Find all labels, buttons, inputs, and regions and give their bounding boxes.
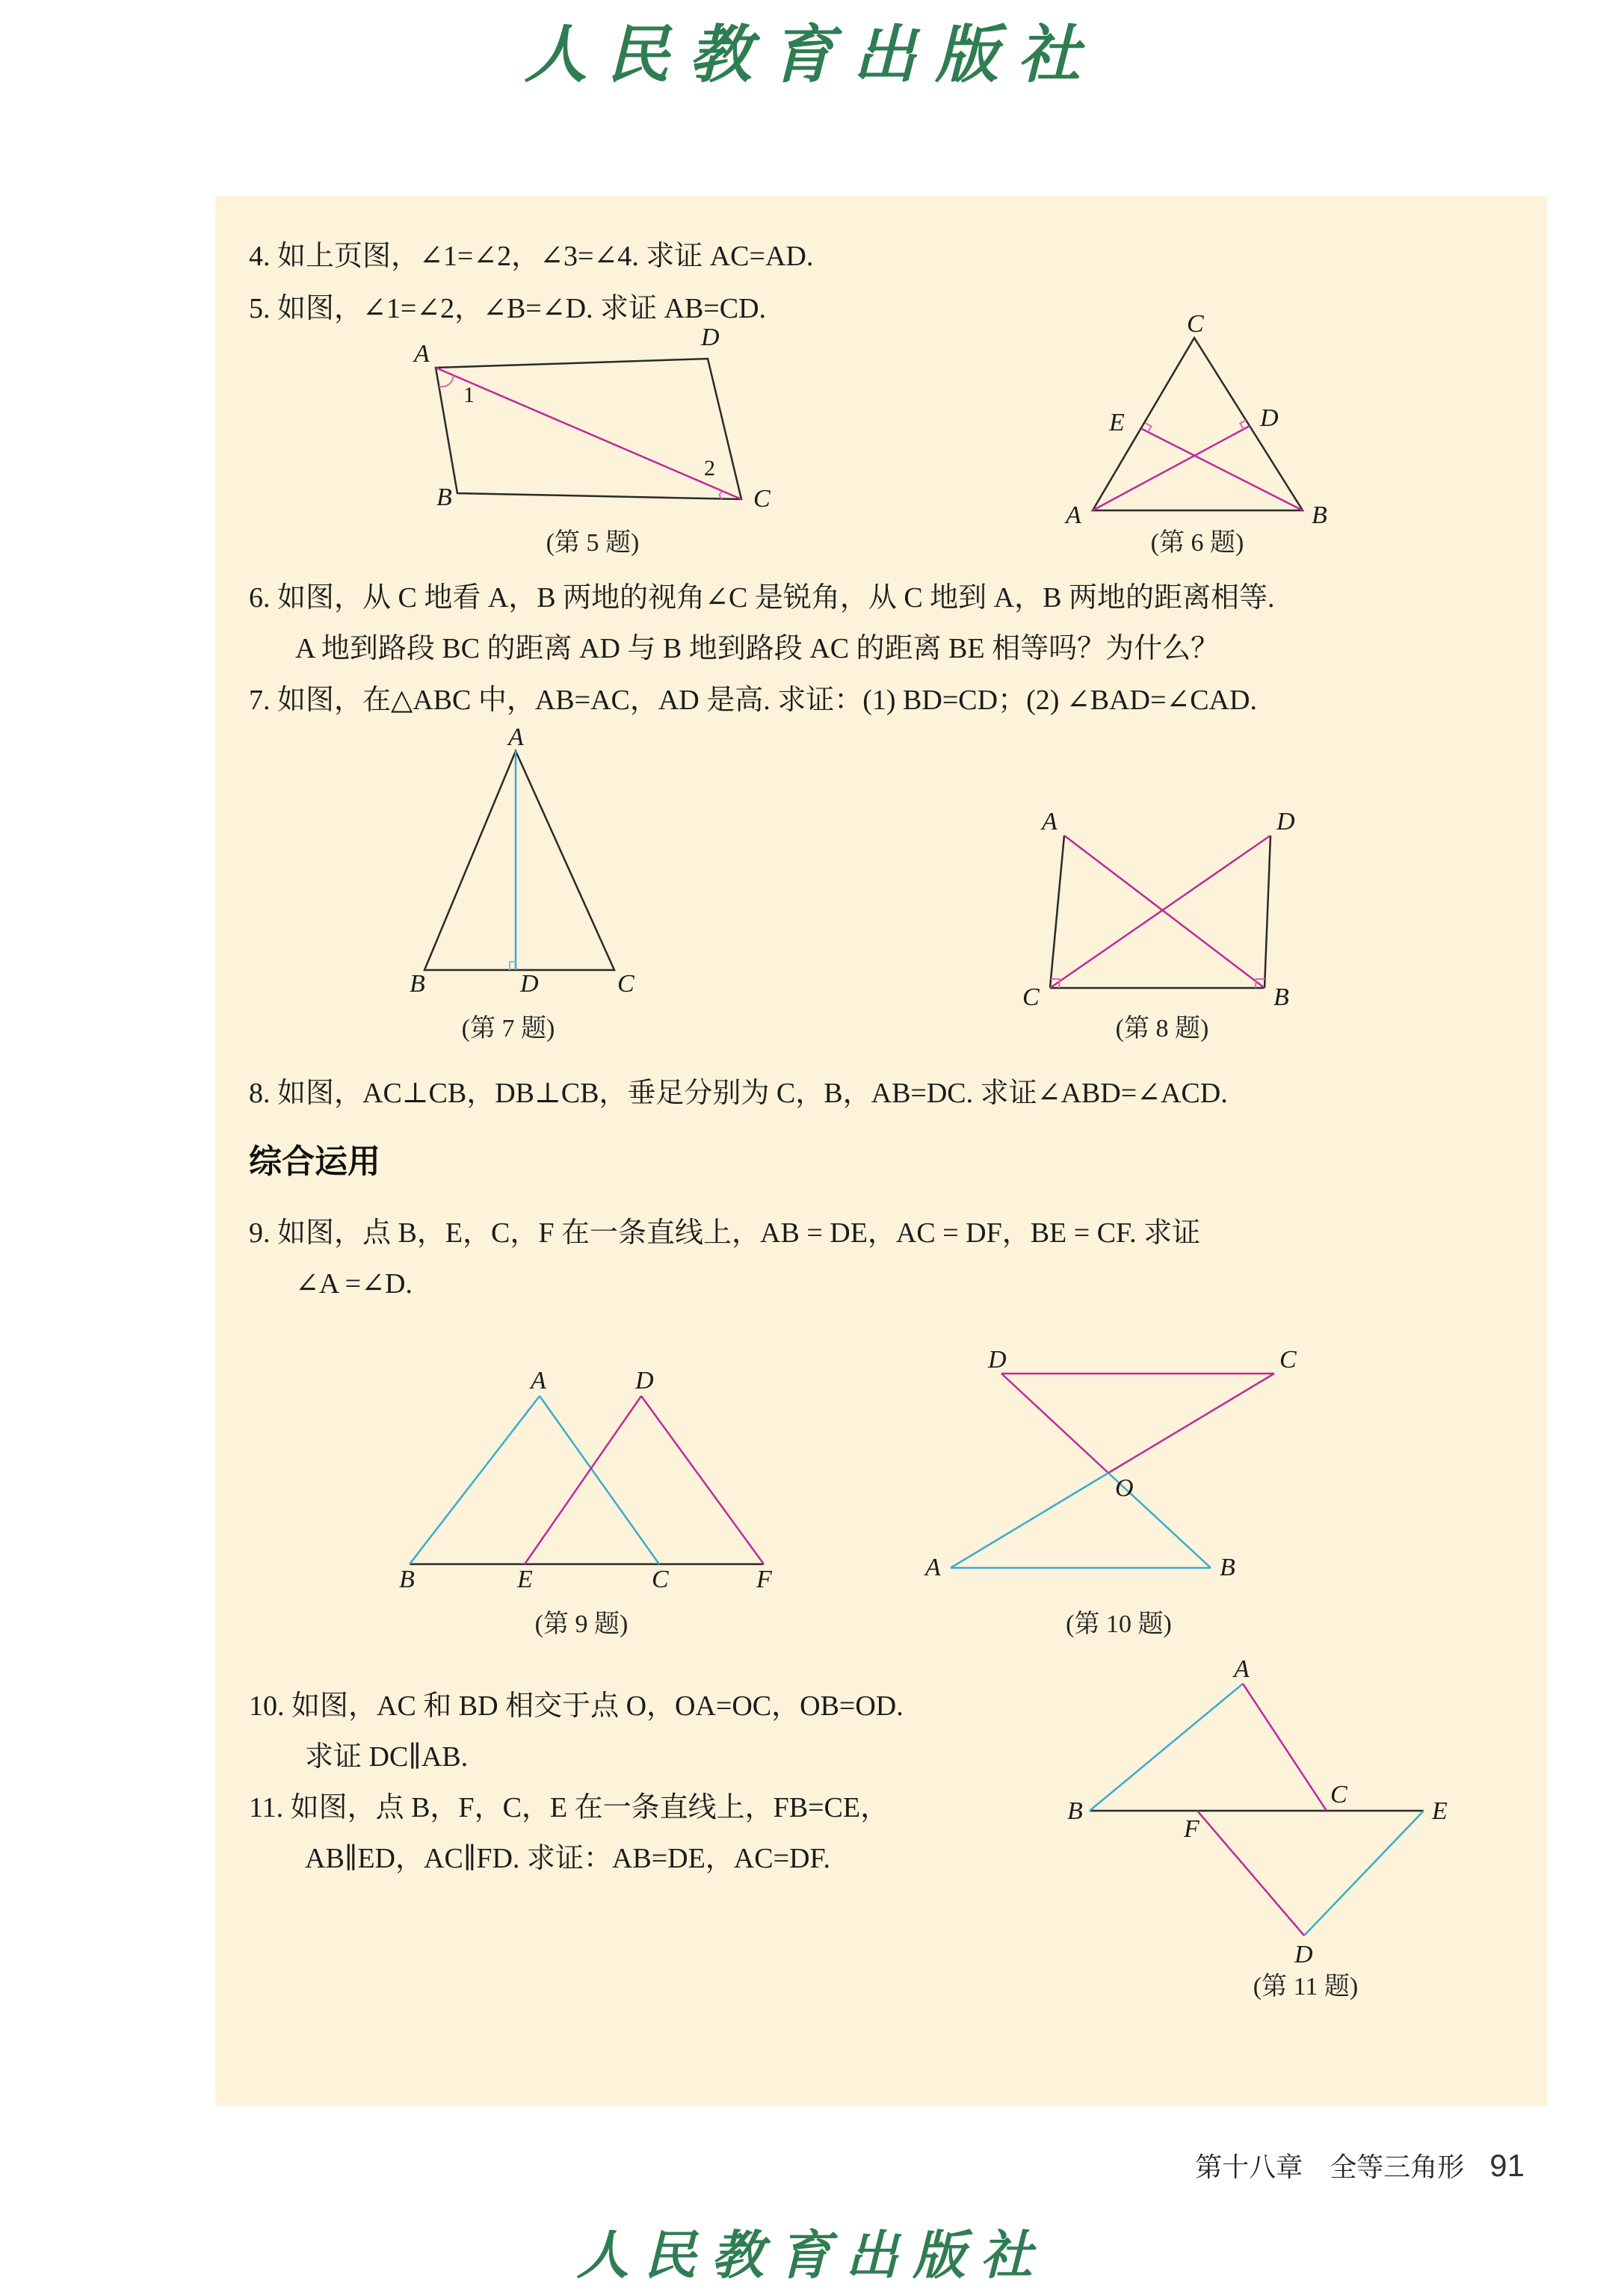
problem-10-text-line2: 求证 DC∥AB. bbox=[305, 1741, 469, 1773]
fig9-label-c: C bbox=[652, 1566, 669, 1592]
problem-4-text: 4. 如上页图，∠1=∠2，∠3=∠4. 求证 AC=AD. bbox=[249, 241, 814, 272]
fig7-label-a: A bbox=[508, 729, 524, 751]
fig8-label-b: B bbox=[1273, 983, 1289, 1011]
problem-10-text-line1: 10. 如图，AC 和 BD 相交于点 O，OA=OC，OB=OD. bbox=[249, 1690, 904, 1722]
problem-6-text-line2: A 地到路段 BC 的距离 AD 与 B 地到路段 AC 的距离 BE 相等吗？为什么？ bbox=[295, 633, 1220, 664]
fig11-line-de bbox=[1304, 1811, 1424, 1936]
figure-problem10-bowtie bbox=[919, 1345, 1308, 1592]
fig6-line-ad bbox=[1093, 426, 1250, 510]
publisher-calligraphy-top: 人民教育出版社 bbox=[524, 17, 1100, 91]
fig10-segment-oa bbox=[951, 1473, 1108, 1568]
figure-problem11-parallels bbox=[1061, 1659, 1450, 1973]
fig7-label-b: B bbox=[410, 970, 425, 998]
problem-9-text-line1: 9. 如图，点 B，E，C，F 在一条直线上，AB = DE，AC = DF，BE = CF. 求证 bbox=[249, 1217, 1201, 1249]
fig5-label-angle2: 2 bbox=[704, 456, 715, 481]
fig5-label-a: A bbox=[414, 340, 430, 368]
fig10-label-d: D bbox=[988, 1346, 1007, 1374]
page-number: 91 bbox=[1489, 2148, 1525, 2183]
fig6-label-e: E bbox=[1109, 409, 1125, 436]
fig5-label-d: D bbox=[701, 324, 720, 351]
figure7-caption: (第 7 题) bbox=[461, 1015, 555, 1043]
publisher-calligraphy-bottom: 人民教育出版社 bbox=[576, 2224, 1048, 2286]
fig8-label-c: C bbox=[1022, 983, 1040, 1011]
fig9-line-df bbox=[641, 1396, 764, 1564]
fig11-line-ac bbox=[1243, 1684, 1327, 1811]
fig9-line-ac bbox=[540, 1396, 659, 1564]
fig7-label-c: C bbox=[617, 970, 635, 998]
problem-5-text: 5. 如图，∠1=∠2，∠B=∠D. 求证 AB=CD. bbox=[249, 293, 767, 324]
fig8-edge-ac bbox=[1050, 835, 1064, 988]
problem-6-text-line1: 6. 如图，从 C 地看 A，B 两地的视角∠C 是锐角，从 C 地到 A，B 两地的距离相等. bbox=[249, 582, 1275, 614]
fig5-label-c: C bbox=[753, 485, 771, 513]
fig9-label-b: B bbox=[399, 1566, 415, 1592]
fig10-label-c: C bbox=[1279, 1346, 1297, 1374]
fig6-label-c: C bbox=[1187, 314, 1204, 338]
fig8-diagonal-dc bbox=[1050, 835, 1271, 988]
fig9-label-e: E bbox=[517, 1566, 533, 1592]
problem-7-text: 7. 如图，在△ABC 中，AB=AC，AD 是高. 求证：(1) BD=CD；(2) ∠BAD=∠CAD. bbox=[249, 685, 1257, 716]
fig8-diagonal-ab bbox=[1064, 835, 1265, 988]
figure-problem6-triangle bbox=[1046, 314, 1345, 538]
fig6-label-a: A bbox=[1066, 501, 1081, 529]
section-header-comprehensive: 综合运用 bbox=[249, 1143, 380, 1180]
figure-problem8-crossed-diagonals bbox=[1016, 807, 1330, 1024]
figure6-caption: (第 6 题) bbox=[1150, 529, 1244, 557]
fig9-line-ab bbox=[410, 1396, 540, 1564]
chapter-footer-text: 第十八章 全等三角形 bbox=[1195, 2152, 1465, 2182]
fig11-label-f: F bbox=[1184, 1815, 1200, 1843]
fig5-edges bbox=[436, 359, 741, 499]
fig10-label-b: B bbox=[1220, 1554, 1235, 1581]
figure8-caption: (第 8 题) bbox=[1115, 1015, 1209, 1043]
problem-11-text-line2: AB∥ED，AC∥FD. 求证：AB=DE，AC=DF. bbox=[305, 1843, 831, 1874]
fig10-label-o: O bbox=[1115, 1474, 1134, 1502]
fig5-quad-outline bbox=[436, 359, 741, 499]
problem-9-text-line2: ∠A =∠D. bbox=[295, 1268, 413, 1300]
problem-8-text: 8. 如图，AC⊥CB，DB⊥CB，垂足分别为 C，B，AB=DC. 求证∠ABD=∠ACD. bbox=[249, 1078, 1228, 1109]
fig5-label-b: B bbox=[436, 484, 452, 511]
fig9-label-a: A bbox=[531, 1368, 546, 1394]
fig8-label-a: A bbox=[1042, 808, 1058, 835]
fig6-label-b: B bbox=[1312, 501, 1327, 529]
fig5-angle1-arc bbox=[439, 375, 454, 386]
fig9-label-d: D bbox=[635, 1368, 654, 1394]
figure-problem5-quadrilateral bbox=[389, 321, 777, 516]
figure-problem7-isosceles-triangle bbox=[389, 729, 658, 998]
fig10-label-a: A bbox=[925, 1554, 941, 1581]
fig9-label-f: F bbox=[756, 1566, 772, 1592]
fig9-line-de bbox=[525, 1396, 641, 1564]
figure11-caption: (第 11 题) bbox=[1253, 1973, 1359, 2001]
fig11-label-d: D bbox=[1294, 1941, 1313, 1968]
figure10-caption: (第 10 题) bbox=[1066, 1610, 1172, 1638]
fig11-label-a: A bbox=[1234, 1659, 1250, 1683]
fig10-segment-do bbox=[1001, 1374, 1108, 1473]
fig11-label-e: E bbox=[1432, 1797, 1448, 1825]
fig10-segment-co bbox=[1108, 1374, 1274, 1473]
fig11-label-c: C bbox=[1330, 1781, 1347, 1808]
fig8-label-d: D bbox=[1276, 808, 1295, 835]
fig7-triangle-outline bbox=[424, 751, 614, 970]
figure9-caption: (第 9 题) bbox=[534, 1610, 629, 1638]
fig7-label-d: D bbox=[520, 970, 539, 998]
page-footer bbox=[897, 2146, 1525, 2184]
fig5-angle2-arc bbox=[720, 492, 723, 499]
problem-11-text-line1: 11. 如图，点 B，F，C，E 在一条直线上，FB=CE， bbox=[249, 1792, 889, 1823]
fig11-line-fd bbox=[1197, 1811, 1304, 1936]
fig6-label-d: D bbox=[1260, 404, 1279, 432]
figure5-caption: (第 5 题) bbox=[546, 529, 640, 557]
fig8-edge-db bbox=[1265, 835, 1271, 988]
fig5-diagonal-ac bbox=[436, 368, 741, 499]
fig5-label-angle1: 1 bbox=[463, 383, 475, 407]
fig11-label-b: B bbox=[1067, 1797, 1083, 1825]
figure-problem9-overlapping-triangles bbox=[374, 1368, 807, 1592]
fig11-line-ab bbox=[1090, 1684, 1243, 1811]
